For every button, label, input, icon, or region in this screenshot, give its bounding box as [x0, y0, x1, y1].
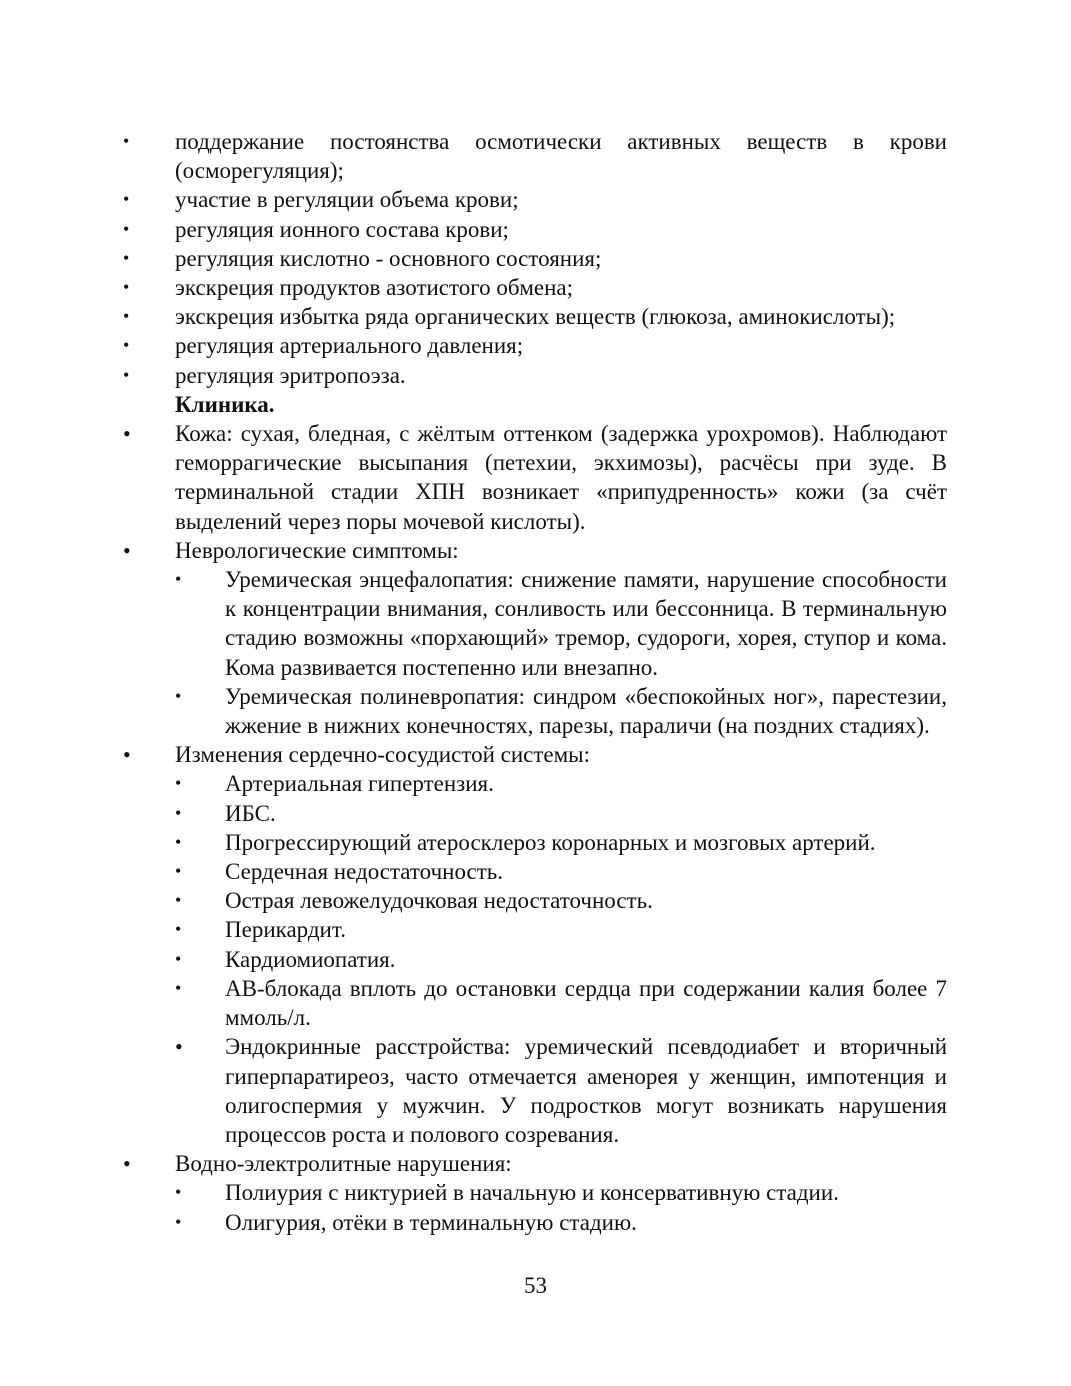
list-item-text: Полиурия с никтурией в начальную и консервативную стадии.: [225, 1180, 839, 1206]
bullet-icon: •: [175, 1182, 182, 1203]
list-item-text: экскреция избытка ряда органических веществ (глюкоза, аминокислоты);: [175, 304, 896, 330]
bullet-icon: •: [175, 977, 182, 998]
list-item-text: экскреция продуктов азотистого обмена;: [175, 275, 574, 301]
list-item: [175, 1032, 947, 1149]
list-item: [123, 244, 947, 273]
page-content: [0, 127, 1071, 1237]
section-heading: [175, 390, 947, 419]
list-item: [175, 857, 947, 886]
bullet-icon: •: [123, 218, 130, 239]
list-item-text: ИБС.: [225, 800, 276, 826]
list-item: [123, 419, 947, 536]
list-item-text: поддержание постоянства осмотически активных веществ в крови (осморегуляция);: [175, 129, 947, 184]
bullet-icon: •: [123, 1151, 131, 1177]
bullet-icon: •: [123, 247, 130, 268]
list-item: [175, 886, 947, 915]
list-item-text: регуляция эритропоэза.: [175, 362, 406, 388]
list-item-text: регуляция артериального давления;: [175, 333, 524, 359]
list-item: [175, 799, 947, 828]
list-item-text: Перикардит.: [225, 917, 346, 943]
bullet-icon: •: [175, 569, 182, 590]
bullet-icon: •: [123, 131, 130, 151]
list-item-text: Эндокринные расстройства: уремический псевдодиабет и вторичный гиперпаратиреоз, часто отмечается аменорея у женщин, импотенция и олигоспермия у мужчин. У подростков могут возникать нарушения процессов роста и полового созревания.: [225, 1034, 947, 1147]
list-item: [175, 915, 947, 944]
list-item: [123, 273, 947, 302]
bullet-icon: •: [123, 335, 130, 356]
bullet-icon: •: [123, 421, 131, 447]
list-item-text: Прогрессирующий атеросклероз коронарных и мозговых артерий.: [225, 829, 876, 855]
bullet-icon: •: [175, 1034, 183, 1060]
list-item: [175, 974, 947, 1032]
list-item: [123, 331, 947, 360]
list-item-text: Неврологические симптомы:: [175, 537, 459, 563]
bullet-icon: •: [175, 802, 182, 823]
list-item-text: регуляция ионного состава крови;: [175, 216, 509, 242]
list-item: [175, 565, 947, 682]
list-item: [175, 769, 947, 798]
bullet-icon: •: [123, 742, 131, 768]
list-item-text: Сердечная недостаточность.: [225, 859, 504, 885]
list-item-text: Олигурия, отёки в терминальную стадию.: [225, 1209, 637, 1235]
list-item: [123, 302, 947, 331]
bullet-icon: •: [175, 861, 182, 882]
list-item-text: Водно-электролитные нарушения:: [175, 1151, 512, 1177]
list-item: [175, 828, 947, 857]
bullet-icon: •: [175, 890, 182, 911]
bullet-icon: •: [123, 537, 131, 563]
list-item: [123, 127, 947, 185]
list-item: [175, 682, 947, 740]
list-item: [175, 1178, 947, 1207]
bullet-icon: •: [123, 189, 130, 210]
bullet-icon: •: [123, 306, 130, 327]
list-item-text: Кардиомиопатия.: [225, 946, 396, 972]
list-item-text: Кожа: сухая, бледная, с жёлтым оттенком (задержка урохромов). Наблюдают геморрагические высыпания (петехии, экхимозы), расчёсы при зуде. В терминальной стадии ХПН возникает «припудренность» кожи (за счёт выделений через поры мочевой кислоты).: [175, 421, 947, 534]
list-item: [123, 215, 947, 244]
list-item-text: регуляция кислотно - основного состояния;: [175, 245, 602, 271]
list-item-text: Изменения сердечно-сосудистой системы:: [175, 742, 591, 768]
bullet-icon: •: [175, 773, 182, 794]
list-item-text: Уремическая полиневропатия: синдром «беспокойных ног», парестезии, жжение в нижних конечностях, парезы, параличи (на поздних стадиях).: [225, 683, 947, 739]
bullet-icon: •: [175, 919, 182, 940]
bullet-icon: •: [123, 277, 130, 298]
bullet-icon: •: [175, 1211, 182, 1232]
list-item-text: АВ-блокада вплоть до остановки сердца при содержании калия более 7 ммоль/л.: [225, 975, 947, 1031]
list-item: [175, 1208, 947, 1237]
bullet-icon: •: [175, 685, 182, 706]
list-item-text: Клиника.: [175, 391, 275, 417]
list-item-text: участие в регуляции объема крови;: [175, 187, 519, 213]
bullet-icon: •: [175, 948, 182, 969]
bullet-icon: •: [175, 831, 182, 852]
list-item: [175, 945, 947, 974]
list-item: [123, 361, 947, 390]
list-item: [123, 740, 947, 769]
bullet-icon: •: [123, 364, 130, 385]
list-item: [123, 185, 947, 214]
list-item-text: Острая левожелудочковая недостаточность.: [225, 888, 653, 914]
list-item-text: Уремическая энцефалопатия: снижение памяти, нарушение способности к концентрации внимания, сонливость или бессонница. В терминальную стадию возможны «порхающий» тремор, судороги, хорея, ступор и кома. Кома развивается постепенно или внезапно.: [225, 567, 947, 680]
list-item: [123, 1149, 947, 1178]
list-item: [123, 536, 947, 565]
page-number: 53: [524, 1273, 547, 1298]
list-item-text: Артериальная гипертензия.: [225, 771, 494, 797]
